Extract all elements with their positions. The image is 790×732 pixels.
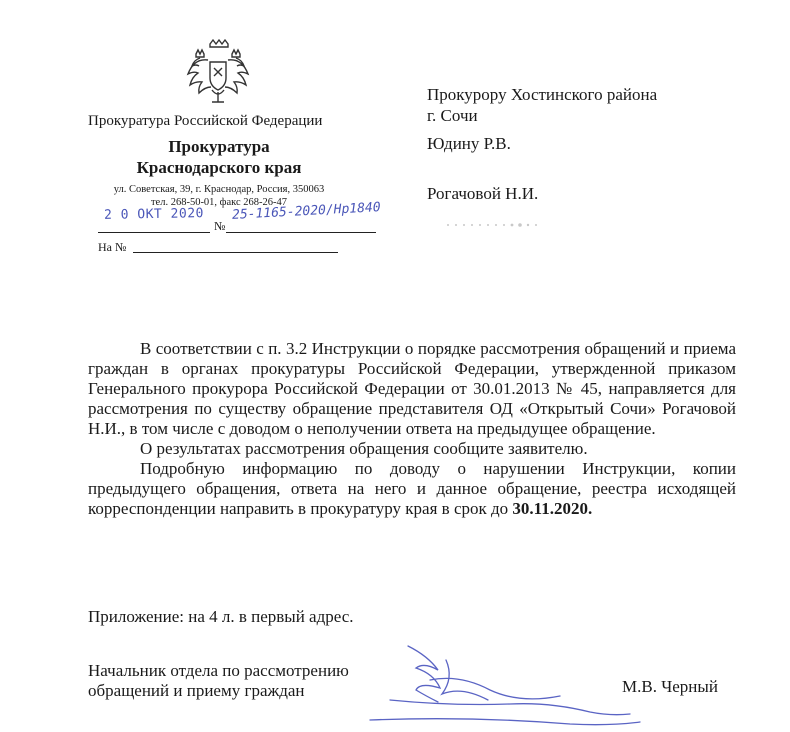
body-paragraph-2: О результатах рассмотрения обращения сообщите заявителю.: [140, 439, 588, 458]
redacted-mark: [442, 220, 562, 230]
attachment-note: Приложение: на 4 л. в первый адрес.: [88, 607, 354, 626]
handwritten-signature: [350, 640, 650, 732]
office-address-line2: тел. 268-50-01, факс 268-26-47: [150, 197, 288, 208]
deadline-date: 30.11.2020.: [512, 499, 593, 518]
registration-date-stamp: 2 0 ОКТ 2020: [103, 206, 205, 223]
reference-label: На №: [98, 240, 127, 254]
number-underline: [226, 232, 376, 233]
reference-underline: [133, 252, 338, 253]
addressee-line-4: Рогачовой Н.И.: [427, 184, 539, 203]
body-paragraph-3-text: Подробную информацию по доводу о нарушении Инструкции, копии предыдущего обращения, ответа на него и данное обращение, реестра исходящей корреспонденции направить в прокуратуру края в срок до: [88, 459, 736, 518]
office-title-line2: Краснодарского края: [136, 158, 302, 177]
registration-number-stamp: 25-1165-2020/Нр1840: [231, 200, 382, 223]
addressee-line-3: Юдину Р.В.: [427, 134, 511, 153]
addressee-line-1: Прокурору Хостинского района: [427, 85, 658, 104]
office-address-line1: ул. Советская, 39, г. Краснодар, Россия, 350063: [113, 184, 325, 195]
letter-body: [88, 339, 736, 519]
signer-title-line2: обращений и приему граждан: [88, 681, 305, 700]
body-paragraph-1: В соответствии с п. 3.2 Инструкции о порядке рассмотрения обращений и приема граждан в органах прокуратуры Российской Федерации, утвержденной приказом Генерального прокурора Российской Федерации от 30.01.2013 № 45, направляется для рассмотрения по существу обращение представителя ОД «Открытый Сочи» Рогачовой Н.И., в том числе с доводом о неполучении ответа на предыдущее обращение.: [88, 339, 736, 438]
body-paragraph-3: [88, 459, 736, 519]
office-title-line1: Прокуратура: [168, 137, 270, 156]
double-headed-eagle-icon: [186, 38, 250, 106]
addressee-line-2: г. Сочи: [427, 106, 478, 125]
signer-title-line1: Начальник отдела по рассмотрению: [88, 661, 349, 680]
signer-title: [88, 661, 349, 701]
org-line: Прокуратура Российской Федерации: [88, 113, 323, 129]
signer-name: М.В. Черный: [622, 677, 718, 696]
date-underline: [98, 232, 210, 233]
registration-number-label: №: [214, 219, 226, 233]
office-title: [88, 136, 350, 178]
